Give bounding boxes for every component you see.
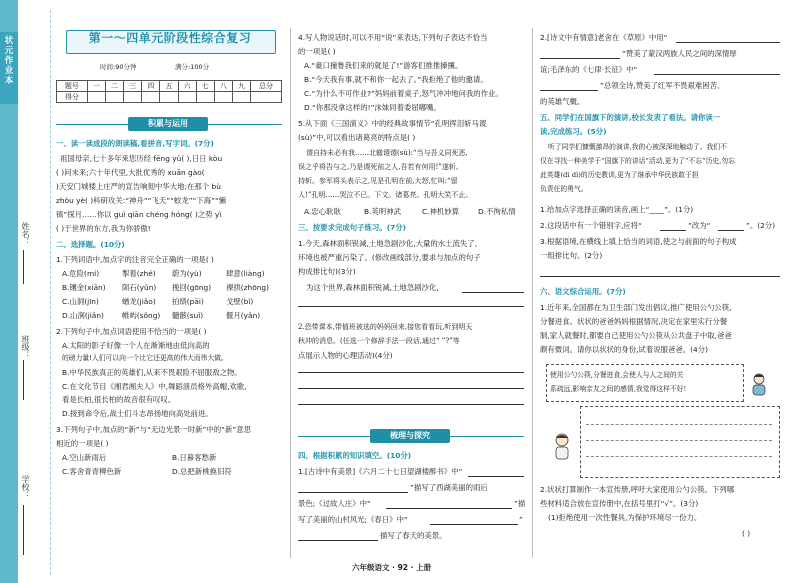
score-col: 六 [178,81,196,92]
p2-line: ”总领全诗,赞美了红军不畏艰难困苦、 [600,81,725,90]
speech-line: 使用公勺公筷,分餐进食,会使人与人之间的关 [550,371,684,379]
column-divider [290,28,291,558]
s4-line: ”描 [514,499,526,508]
score-cell[interactable] [178,92,196,103]
answer-line[interactable] [586,456,772,457]
answer-box[interactable] [580,406,780,478]
p2-line: ”赞美了蒙汉两族人民之间的深情厚 [622,49,737,58]
q1-line: 祖国母亲,七十多年來您历经 fēng yǔ( ),日日 kòu [60,154,223,163]
q1-line: ( )问未来;六十年代里,大批优秀的 xuān gào( [56,168,205,177]
school-line [23,505,24,555]
score-col: 三 [124,81,142,92]
p2-line: 谊;毛泽东的《七律·长征》中“ [540,65,638,74]
score-col: 八 [214,81,232,92]
s3-q2-cont: 秋冲的消息。(任选一个修辞手法一段话,通过“ ”?”等 [298,337,460,345]
s6-para: 颇有微词。请你以状状的身份,试着说服爸爸。(4分) [540,345,709,354]
option: A.危险(mí) [62,269,100,278]
answer-line[interactable] [586,424,772,425]
father-figure-icon [748,372,770,396]
answer-line[interactable] [718,230,744,231]
page-title: 第一～四单元阶段性综合复习 [88,31,252,45]
passage-line: 听了同学们慷慨激昂的演讲,我的心被深深地触动了。我们不 [548,143,727,151]
option: D.不徇私情 [478,207,516,216]
q1-line: zhòu yè( )科研攻关:“神舟”“飞天”“蛟龙”“下海”“懒 [56,196,227,205]
q1-line: )天安门城楼上庄严的宣告响彻中华大地;在那个 bù [56,182,221,191]
s6-q2-item: (1)拒绝使用一次性餐具,为保护环境尽一份力。 [548,513,702,522]
option: 掣着(zhé) [122,269,156,278]
score-cell[interactable] [124,92,142,103]
s4-line: 景色;《过故人庄》中“ [298,499,371,508]
s6-q2: 2.状状打算制作一本宣传册,呼吁大家使用公勺公筷。下列哪 [540,485,735,494]
option: B.中华民族真正的英雄们,从来不畏艰险不屈服敌之物。 [62,368,242,377]
score-value-row [57,92,282,103]
q5-stem: 5.从下面《三国演义》中的经典故事情节“孔明挥泪斩马谡 [298,119,487,128]
s5-q3: 3.根据语境,在横线上填上恰当的词语,使之与前面的句子构成 [540,237,737,246]
option: C.神机妙算 [422,207,460,216]
brand-label: 状元作业本 [4,36,14,86]
option: 戈壁(bǐ) [226,297,254,306]
score-cell[interactable] [142,92,160,103]
time-limit: 时间:90分钟 [100,63,137,71]
answer-line[interactable] [298,404,524,405]
answer-line[interactable] [386,508,512,509]
q2-item3-cont: 相近的一项是( ) [56,439,109,448]
s4-line: ” [519,515,523,524]
answer-line[interactable] [298,372,524,373]
s3-q2: 2.恐带课本,带值班被选的妈妈回来,接您看看玩,听到明天 [298,323,473,331]
s3-q1-cont: 环境也被严重污染了。(修改画线部分,要求与加点的句子 [298,253,481,262]
section-explore: 梳理与探究 [370,429,450,443]
option: B.日暮客愁新 [172,453,217,462]
q1-heading: 一、读一读成段的朗读稿,看拼音,写字词。(7分) [56,139,214,148]
option: A.空山新雨后 [62,453,107,462]
class-label: 班级： [21,335,30,359]
answer-line[interactable] [430,524,518,525]
score-col: 七 [196,81,214,92]
q2-item1: 1.下列词语中,加点字的注音完全正确的一项是( ) [56,255,214,264]
child-figure-icon [550,432,574,460]
q1-line: 镇”探月……你以 guì qiān chéng hóng( )之势 yì [56,210,222,219]
answer-line[interactable] [298,492,408,493]
class-line [23,360,24,400]
option: C.“为什么不可作业?”妈妈前着桌子,怒气冲冲地问我的作业。 [304,89,503,98]
option: B.英明神武 [364,207,401,216]
option: A.太阳的影子好像一个人在渐渐地由低向高的 [62,341,210,350]
s4-heading: 四、根据积累的知识填空。(10分) [298,451,412,460]
s3-q1: 1.今天,森林面积锐减,土地急剧沙化,大量的水土流失了, [298,239,478,248]
option: 挽回(gōng) [172,283,212,292]
score-header-row [57,81,282,92]
option: 的磅力量!人们可以向一个比它还更高的伟大而伟大做。 [62,354,228,362]
score-cell[interactable] [87,92,105,103]
option: B.镶金(xiān) [62,283,106,292]
s6-heading: 六、语文综合运用。(7分) [540,287,626,296]
passage-line: 谡自持未必有我……北辙谡谡(sù):“当与吾义同死恶, [306,149,468,157]
score-row-label: 得分 [57,92,88,103]
name-line [23,250,24,284]
score-col: 九 [232,81,250,92]
q4-stem: 4.写人物说话时,可以不用“说”来表达,下列句子表达不恰当 [298,33,488,42]
score-col: 二 [105,81,123,92]
answer-line[interactable] [540,276,780,277]
score-cell[interactable] [196,92,214,103]
score-cell[interactable] [251,92,282,103]
option: 看是长柏,很长柏的故音很有叹叹。 [62,395,176,404]
answer-line[interactable] [462,292,524,293]
option: 偃月(yǎn) [226,311,261,320]
score-cell[interactable] [160,92,178,103]
option: 髓骸(suǐ) [172,311,204,320]
q2-item2: 2.下列句子中,加点词语使用不恰当的一项是( ) [56,327,207,336]
option: C.客舍青青柳色新 [62,467,122,476]
option: D.总把新桃换旧符 [172,467,232,476]
score-col: 四 [142,81,160,92]
s6-para: 1.近年来,全国都在为卫生部门发出倡议,推广使用公勺公筷, [540,303,732,312]
s3-q1-prompt: 为这个世界,森林面积锐减,土地急剧沙化, [306,283,439,292]
option: C.在文化节目《湘君湘夫人》中,舞蹈演员格外高帽,欢歌, [62,382,247,391]
answer-line[interactable] [298,540,378,541]
score-col: 一 [87,81,105,92]
score-table [56,80,282,103]
option: 蔚为(yù) [172,269,202,278]
answer-line[interactable] [298,388,524,389]
s3-heading: 三、按要求完成句子练习。(7分) [298,223,406,232]
option: D.接到命令后,战士们斗志昂扬地向高处前进。 [62,409,213,418]
s6-q2-cont: 些材料适合放在宣传册中,在括号里打“√”。(3分) [540,499,699,508]
column-divider [532,28,533,558]
option: 肆意(liàng) [226,269,265,278]
score-cell[interactable] [214,92,232,103]
q1-line: ( )于世界的东方,我为你骄傲! [56,224,151,233]
option: 陨石(yǔn) [122,283,157,292]
option: 蝤龙(jiǎo) [122,297,156,306]
school-label: 学校： [21,475,30,499]
name-label: 姓名： [21,222,30,246]
q5-stem-cont: (sù)”中,可以看出诸葛亮的特点是( ) [298,133,416,142]
option: B.“今天我有事,就不和你一起去了。”我拒绝了他的邀请。 [304,75,488,84]
s4-line: 描写了春天的美景。 [380,531,447,540]
q2-heading: 二、选择题。(10分) [56,240,125,249]
answer-line[interactable] [468,476,524,477]
option: 拍绩(pāi) [172,297,204,306]
score-cell[interactable] [232,92,250,103]
cut-line [50,10,51,575]
answer-line[interactable] [298,306,524,307]
p2-line: 2.[诗文中有情意]老舍在《草原》中用“ [540,33,668,42]
s3-q1-cont: 构成排比句)(3分) [298,267,356,276]
s5-q2-mid: ”改为“ [688,221,711,230]
speech-line: 系疏远,影响亲友之间的感情,我觉得这样不好! [550,385,687,393]
q4-stem-cont: 的一项是( ) [298,47,336,56]
p2-line: 的英雄气概。 [540,97,585,106]
s3-q2-cont: 点展示人物的心理活动)(4分) [298,351,393,360]
option: 帷屿(sǒng) [122,311,161,320]
passage-line: 仅在寻找一种美学于“国旗下的讲话”活动,更为了“不忘”历史,勿忘 [540,157,735,165]
full-score: 满分:100分 [175,63,210,71]
score-col: 五 [160,81,178,92]
option: C.山洞(jīn) [62,297,99,306]
answer-line[interactable] [654,74,780,75]
passage-line: 持斩。参军将头表示之,见是孔明在前,大怒,忙叫:“留 [298,177,458,185]
s5-q3-cont: 一组排比句。(2分) [540,251,603,260]
score-col: 总分 [251,81,282,92]
s6-para: 分餐进食。状状的爸爸妈妈根据情况,决定在家里实行分餐 [540,317,728,326]
option: D.“你那没拿这样的!”沫妹同着委屈嘟嘴。 [304,103,441,112]
option: A.忠心耿耿 [304,207,341,216]
option: A.“豪口撞鲁我们来的就是了!”游客们推推搡攘。 [304,61,463,70]
answer-line[interactable] [660,230,686,231]
option: 裸拱(zhōng) [226,283,270,292]
s4-line: 写了美丽的山村风光;《春日》中“ [298,515,408,524]
s5-heading-cont: 读,完成练习。(5分) [540,127,607,136]
checkbox-paren[interactable]: ( ) [742,529,751,538]
answer-line[interactable] [540,58,620,59]
page-footer: 六年级语文 · 92 · 上册 [352,563,432,572]
score-col: 题号 [57,81,88,92]
answer-line[interactable] [540,90,598,91]
s5-q2: 2.这段话中有一个错别字,应将“ [540,221,642,230]
s5-q1: 1.给加点字选择正确的读音,画上“____”。(1分) [540,205,694,214]
passage-line: 此英雄(dì dì)的历史教训,更为了继承中华民族敢于担 [540,171,699,179]
section-accumulation: 积累与运用 [128,117,208,131]
answer-line[interactable] [586,440,772,441]
s6-para: 制,家人就餐时,都要自己使用公勺公筷从公共盘子中取,爸爸 [540,331,732,340]
q2-item3: 3.下列句子中,加点的“新”与“无边光景一时新”中的“新”意思 [56,425,251,434]
s4-line: ”描写了西湖美丽的雨后 [410,483,488,492]
passage-line: 误之乎将告与之,乃是谡死前之人,吾若有何用!”遂斩。 [298,163,463,171]
passage-line: 人!”孔明……哭泣不已。下文。诸葛亮。孔明大笑不止。 [298,191,473,199]
passage-line: 负责任的勇气。 [540,185,588,193]
score-cell[interactable] [105,92,123,103]
s5-q2-end: ”。(2分) [746,221,776,230]
answer-line[interactable] [676,42,780,43]
s4-line: 1.[古诗中有美景]《六月二十七日望湖楼醉书》中“ [298,467,463,476]
s5-heading: 五、同学们在国旗下的演讲,校长发表了看法。请你读一 [540,113,721,122]
option: D.山涧(jiǎn) [62,311,104,320]
